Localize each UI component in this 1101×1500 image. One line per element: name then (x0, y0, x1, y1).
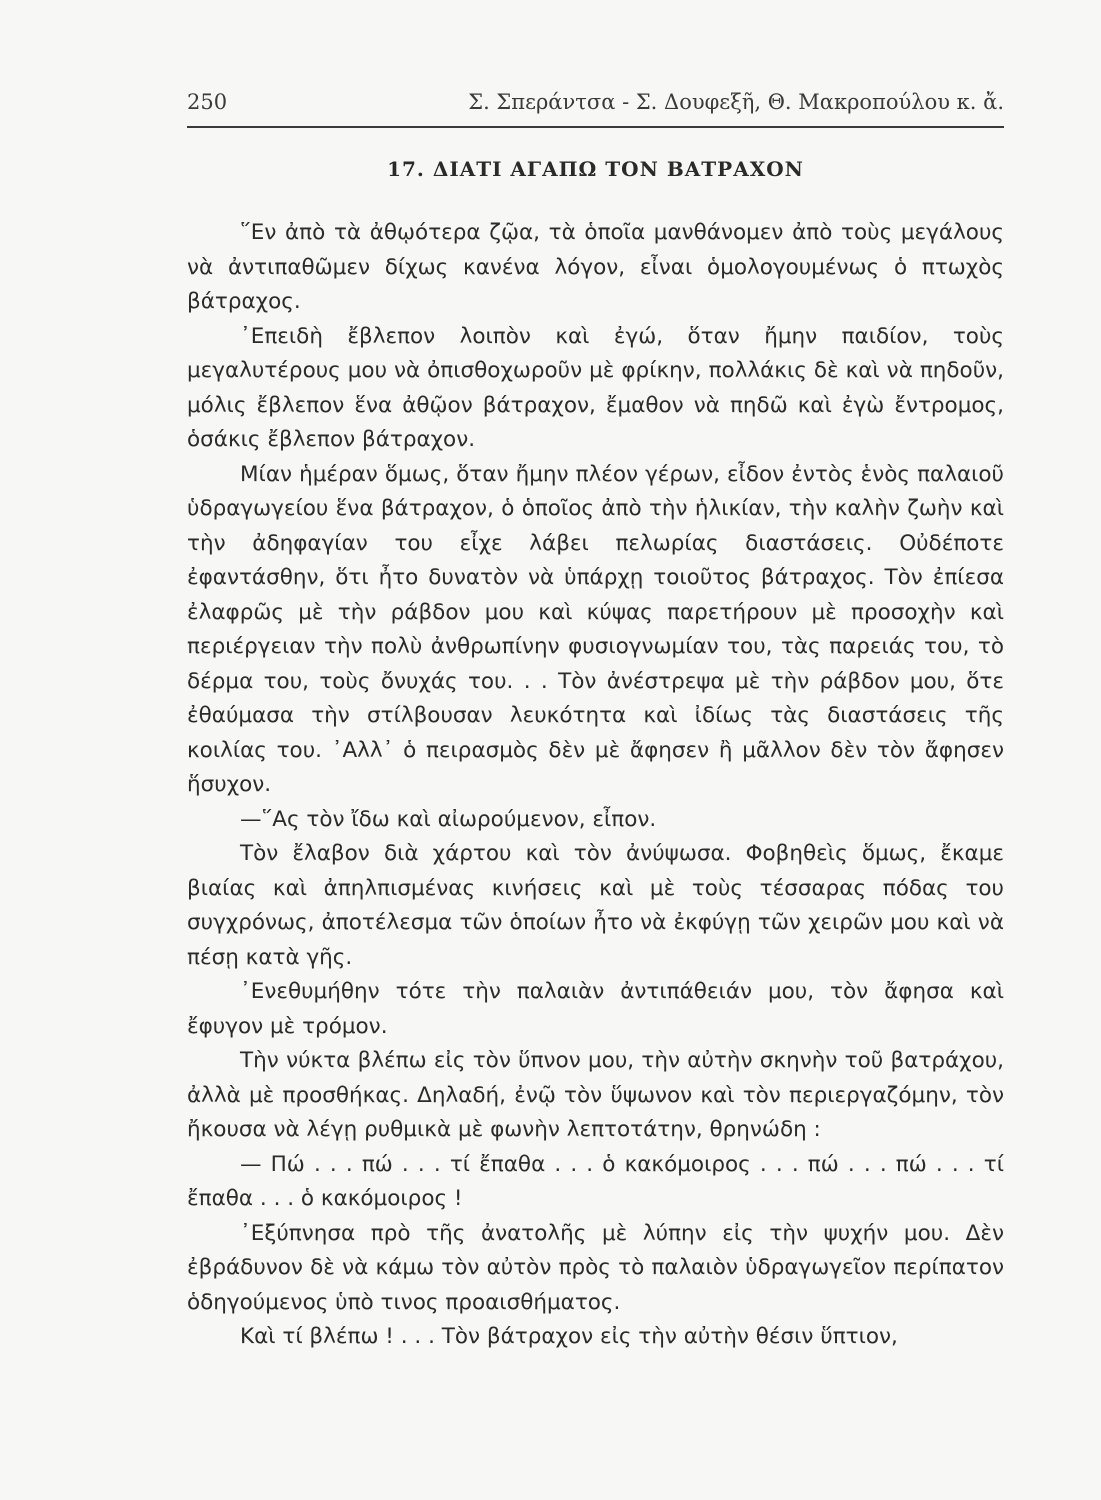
page-header (187, 90, 1004, 124)
paragraph: —῞Ας τὸν ἴδω καὶ αἰωρούμενον, εἶπον. (240, 806, 657, 832)
running-title: Σ. Σπεράντσα - Σ. Δουφεξῆ, Θ. Μακροπούλου κ. ἄ. (468, 90, 1004, 114)
paragraph: Καὶ τί βλέπω ! . . . Τὸν βάτραχον εἰς τὴν αὐτὴν θέσιν ὕπτιον, (240, 1324, 898, 1349)
chapter-title: 17. ΔΙΑΤΙ ΑΓΑΠΩ ΤΟΝ ΒΑΤΡΑΧΟΝ (387, 157, 804, 181)
body-text (187, 216, 1004, 1355)
paragraph: ᾽Επειδὴ ἔβλεπον λοιπὸν καὶ ἐγώ, ὅταν ἤμην παιδίον, τοὺς μεγαλυτέρους μου νὰ ὀπισθοχωροῦν μὲ φρίκην, πολλάκις δὲ καὶ νὰ πηδοῦν, μόλις ἔβλεπον ἕνα ἀθῷον βάτραχον, ἔμαθον νὰ πηδῶ καὶ ἐγὼ ἔντρομος, ὁσάκις ἔβλεπον βάτραχον. (187, 323, 1004, 452)
paragraph: ᾽Ενεθυμήθην τότε τὴν παλαιὰν ἀντιπάθειάν μου, τὸν ἄφησα καὶ ἔφυγον μὲ τρόμον. (187, 979, 1004, 1039)
paragraph: Τὸν ἔλαβον διὰ χάρτου καὶ τὸν ἀνύψωσα. Φοβηθεὶς ὅμως, ἔκαμε βιαίας καὶ ἀπηλπισμένας κινήσεις καὶ μὲ τοὺς τέσσαρας πόδας του συγχρόνως, ἀποτέλεσμα τῶν ὁποίων ἦτο νὰ ἐκφύγῃ τῶν χειρῶν μου καὶ νὰ πέσῃ κατὰ γῆς. (187, 841, 1004, 970)
header-rule (187, 126, 1004, 128)
paragraph: — Πώ . . . πώ . . . τί ἔπαθα . . . ὁ κακόμοιρος . . . πώ . . . πώ . . . τί ἔπαθα . . . ὁ κακόμοιρος ! (187, 1151, 1004, 1211)
paragraph: Τὴν νύκτα βλέπω εἰς τὸν ὕπνον μου, τὴν αὐτὴν σκηνὴν τοῦ βατράχου, ἀλλὰ μὲ προσθήκας. Δηλαδή, ἐνῷ τὸν ὕψωνον καὶ τὸν περιεργαζόμην, τὸν ἤκουσα νὰ λέγῃ ρυθμικὰ μὲ φωνὴν λεπτοτάτην, θρηνώδη : (187, 1048, 1004, 1142)
paragraph: ῞Εν ἀπὸ τὰ ἀθῳότερα ζῷα, τὰ ὁποῖα μανθάνομεν ἀπὸ τοὺς μεγάλους νὰ ἀντιπαθῶμεν δίχως κανένα λόγον, εἶναι ὁμολογουμένως ὁ πτωχὸς βάτραχος. (187, 220, 1004, 314)
page-number: 250 (187, 90, 228, 114)
paragraph: ᾽Εξύπνησα πρὸ τῆς ἀνατολῆς μὲ λύπην εἰς τὴν ψυχήν μου. Δὲν ἐβράδυνον δὲ νὰ κάμω τὸν αὐτὸν πρὸς τὸ παλαιὸν ὑδραγωγεῖον περίπατον ὁδηγούμενος ὑπὸ τινος προαισθήματος. (187, 1220, 1004, 1315)
paragraph: Μίαν ἡμέραν ὅμως, ὅταν ἤμην πλέον γέρων, εἶδον ἐντὸς ἑνὸς παλαιοῦ ὑδραγωγείου ἕνα βάτραχον, ὁ ὁποῖος ἀπὸ τὴν ἡλικίαν, τὴν καλὴν ζωὴν καὶ τὴν ἀδηφαγίαν του εἶχε λάβει πελωρίας διαστάσεις. Οὐδέποτε ἐφαντάσθην, ὅτι ἦτο δυνατὸν νὰ ὑπάρχῃ τοιοῦτος βάτραχος. Τὸν ἐπίεσα ἐλαφρῶς μὲ τὴν ράβδον μου καὶ κύψας παρετήρουν μὲ προσοχὴν καὶ περιέργειαν τὴν πολὺ ἀνθρωπίνην φυσιογνωμίαν του, τὰς παρειάς του, τὸ δέρμα του, τοὺς ὄνυχάς του. . . Τὸν ἀνέστρεψα μὲ τὴν ράβδον μου, ὅτε ἐθαύμασα τὴν στίλβουσαν λευκότητα καὶ ἰδίως τὰς διαστάσεις τῆς κοιλίας του. ᾽Αλλ᾽ ὁ πειρασμὸς δὲν μὲ ἄφησεν ἢ μᾶλλον δὲν τὸν ἄφησεν ἥσυχον. (187, 461, 1004, 797)
